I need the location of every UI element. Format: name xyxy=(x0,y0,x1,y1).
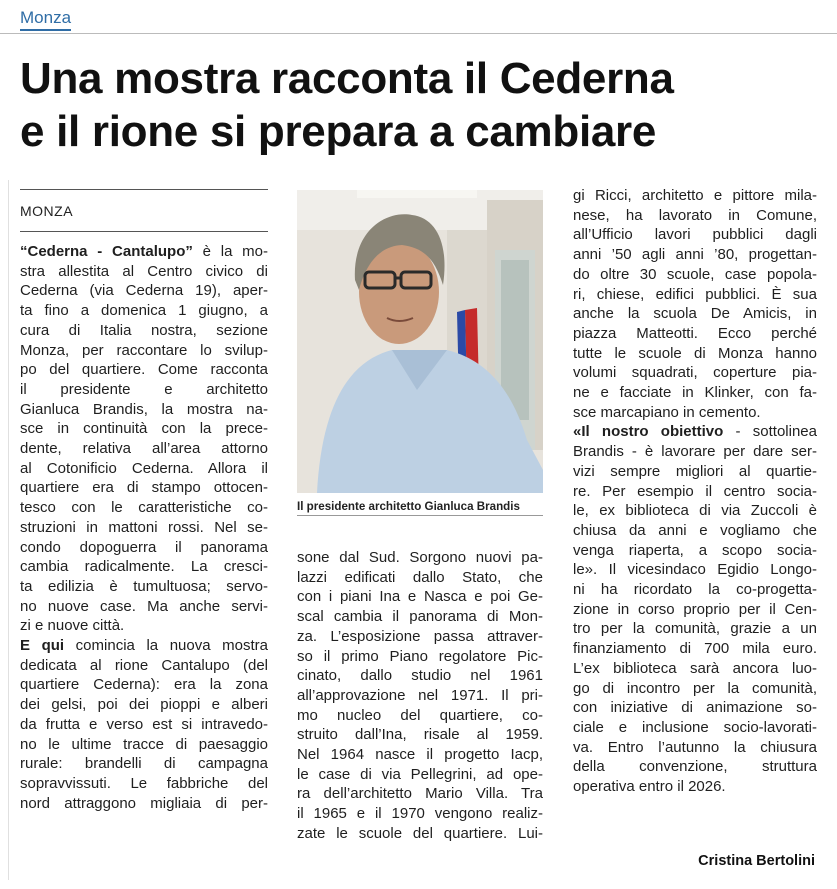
byline: Cristina Bertolini xyxy=(698,853,815,869)
text-line: chiusa da anni e vogliamo che xyxy=(573,521,817,539)
text-line: struito dall’Ina, risale al 1959. xyxy=(297,726,543,744)
photo-caption: Il presidente architetto Gianluca Brandis xyxy=(297,500,520,513)
text-line: gi Ricci, architetto e pittore mila- xyxy=(573,187,817,204)
caption-rule xyxy=(297,515,543,516)
text-line: cinato, dallo studio nel 1961 xyxy=(297,667,543,685)
text-line: tutte le scuole di Monza hanno xyxy=(573,344,817,362)
text-line: cura di Italia nostra, sezione xyxy=(20,321,268,339)
text-line: dente, relativa all’area attorno xyxy=(20,440,268,458)
text-line: nord attraggono migliaia di per- xyxy=(20,794,268,812)
text-line: ta fino a domenica 1 giugno, a xyxy=(20,302,268,320)
text-line: ne e facciate in Klinker, con fa- xyxy=(573,384,817,402)
text-line: venga riaperta, a scopo socia- xyxy=(573,541,817,559)
text-line: dei gelsi, poi dei pioppi e alberi xyxy=(20,696,268,714)
text-line: il presidente e architetto xyxy=(20,380,268,398)
text-line: no nuove case. Ma anche servi- xyxy=(20,597,268,615)
text-line: le, ex biblioteca di via Zuccoli è xyxy=(573,502,817,520)
text-line: lazzi edificati dallo Stato, che xyxy=(297,568,543,586)
text-line: go di incontro per la comunità, xyxy=(573,679,817,697)
headline xyxy=(20,52,830,158)
text-line: sone dal Sud. Sorgono nuovi pa- xyxy=(297,549,543,566)
text-line: re. Per esempio il centro socia- xyxy=(573,482,817,500)
text-line: Nel 1964 nasce il progetto Iacp, xyxy=(297,746,543,764)
text-line: vizi sempre migliori al quartie- xyxy=(573,462,817,480)
headline-line-2: e il rione si prepara a cambiare xyxy=(20,107,657,156)
text-line: Monza, per raccontare lo svilup- xyxy=(20,341,268,359)
text-line: da frutta e verso est si intravedo- xyxy=(20,715,268,733)
text-line: Cederna (via Cederna 19), aper- xyxy=(20,282,268,300)
text-line: no le ultime tracce di paesaggio xyxy=(20,735,268,753)
text-line: all’approvazione nel 1971. Il pri- xyxy=(297,686,543,704)
kicker-bottom-rule xyxy=(20,231,268,232)
text-line: il 1965 e il 1970 vengono realiz- xyxy=(297,805,543,823)
column-2 xyxy=(297,548,543,844)
text-line: volumi squadrati, coperture pia- xyxy=(573,364,817,382)
text-line: al Cotonificio Cederna. Allora il xyxy=(20,459,268,477)
text-line: le case di via Pellegrini, ad ope- xyxy=(297,765,543,783)
text-line: ni ha ricordato la co-progetta- xyxy=(573,581,817,599)
text-line: ra dell’architetto Mario Villa. Tra xyxy=(297,785,543,803)
column-1 xyxy=(20,242,268,813)
text-line: condo dopoguerra il panorama xyxy=(20,538,268,556)
text-line: cambia radicalmente. La cresci- xyxy=(20,558,268,576)
text-line: po del quartiere. Come racconta xyxy=(20,361,268,379)
text-line: zi e nuove città. xyxy=(20,617,125,635)
text-line: anni ’50 agli anni ’80, progettan- xyxy=(573,246,817,264)
text-line: Gianluca Brandis, la mostra na- xyxy=(20,400,268,418)
text-line: tesco con le caratteristiche co- xyxy=(20,499,268,517)
text-line: quartiere era di stampo ottocen- xyxy=(20,479,268,497)
lead-bold: «Il nostro obiettivo xyxy=(573,423,724,441)
lead-rest: comincia la nuova mostra xyxy=(64,637,268,655)
text-line xyxy=(20,242,268,262)
text-line: zione in corso proprio per il Cen- xyxy=(573,600,817,618)
top-divider xyxy=(0,33,837,34)
lead-rest: - sottolinea xyxy=(723,423,817,441)
text-line: sce marcapiano in cemento. xyxy=(573,403,761,421)
text-line: sce in continuità con la prece- xyxy=(20,420,268,438)
text-line: piazza Matteotti. Ecco perché xyxy=(573,324,817,342)
text-line: do oltre 30 scuole, case popola- xyxy=(573,265,817,283)
text-line: ri, chiese, edifici pubblici. È sua xyxy=(573,285,817,303)
text-line: della convenzione, struttura xyxy=(573,758,817,776)
text-line: so il primo Piano regolatore Pic- xyxy=(297,647,543,665)
text-line: nese, ha lavorato in Comune, xyxy=(573,206,817,224)
kicker: MONZA xyxy=(20,203,74,219)
text-line: zate le scuole del quartiere. Lui- xyxy=(297,824,543,842)
text-line: rurale: brandelli di campagna xyxy=(20,755,268,773)
kicker-top-rule xyxy=(20,189,268,190)
text-line: scal cambia il panorama di Mon- xyxy=(297,608,543,626)
text-line: finanziamento di 700 mila euro. xyxy=(573,640,817,658)
text-line: ciale e inclusione socio-lavorati- xyxy=(573,718,817,736)
text-line: va. Entro l’autunno la chiusura xyxy=(573,738,817,756)
text-line: dedicata al rione Cantalupo (del xyxy=(20,656,268,674)
text-line: con iniziative di animazione so- xyxy=(573,699,817,717)
text-line: mo nucleo del quartiere, co- xyxy=(297,706,543,724)
lead-bold: “Cederna - Cantalupo” xyxy=(20,243,193,260)
text-line xyxy=(573,422,817,442)
text-line: anche la scuola De Amicis, in xyxy=(573,305,817,323)
text-line: Brandis - è lavorare per dare ser- xyxy=(573,443,817,461)
portrait-photo-image xyxy=(297,190,543,493)
text-line: L’ex biblioteca sarà ancora luo- xyxy=(573,659,817,677)
headline-line-1: Una mostra racconta il Cederna xyxy=(20,54,674,103)
page-edge-line xyxy=(8,180,9,880)
text-line: le». Il vicesindaco Egidio Longo- xyxy=(573,561,817,579)
text-line xyxy=(20,636,268,656)
text-line: struzioni in mattoni rossi. Nel se- xyxy=(20,518,268,536)
text-line: ta edilizia è tumultuosa; servo- xyxy=(20,577,268,595)
text-line: za. L’esposizione passa attraver- xyxy=(297,627,543,645)
lead-rest: è la mo- xyxy=(192,243,268,260)
lead-bold: E qui xyxy=(20,637,65,655)
text-line: stra allestita al Centro civico di xyxy=(20,262,268,280)
column-3 xyxy=(573,186,817,797)
text-line: sopravvissuti. Le fabbriche del xyxy=(20,774,268,792)
text-line: con i piani Ina e Nasca e poi Ge- xyxy=(297,588,543,606)
text-line: all’Ufficio lavori pubblici dagli xyxy=(573,226,817,244)
text-line: quartiere Cederna): era la zona xyxy=(20,676,268,694)
text-line: tro per la comunità, grazie a un xyxy=(573,620,817,638)
text-line: operativa entro il 2026. xyxy=(573,778,726,796)
portrait-photo xyxy=(297,190,543,493)
section-tag: Monza xyxy=(20,8,71,31)
